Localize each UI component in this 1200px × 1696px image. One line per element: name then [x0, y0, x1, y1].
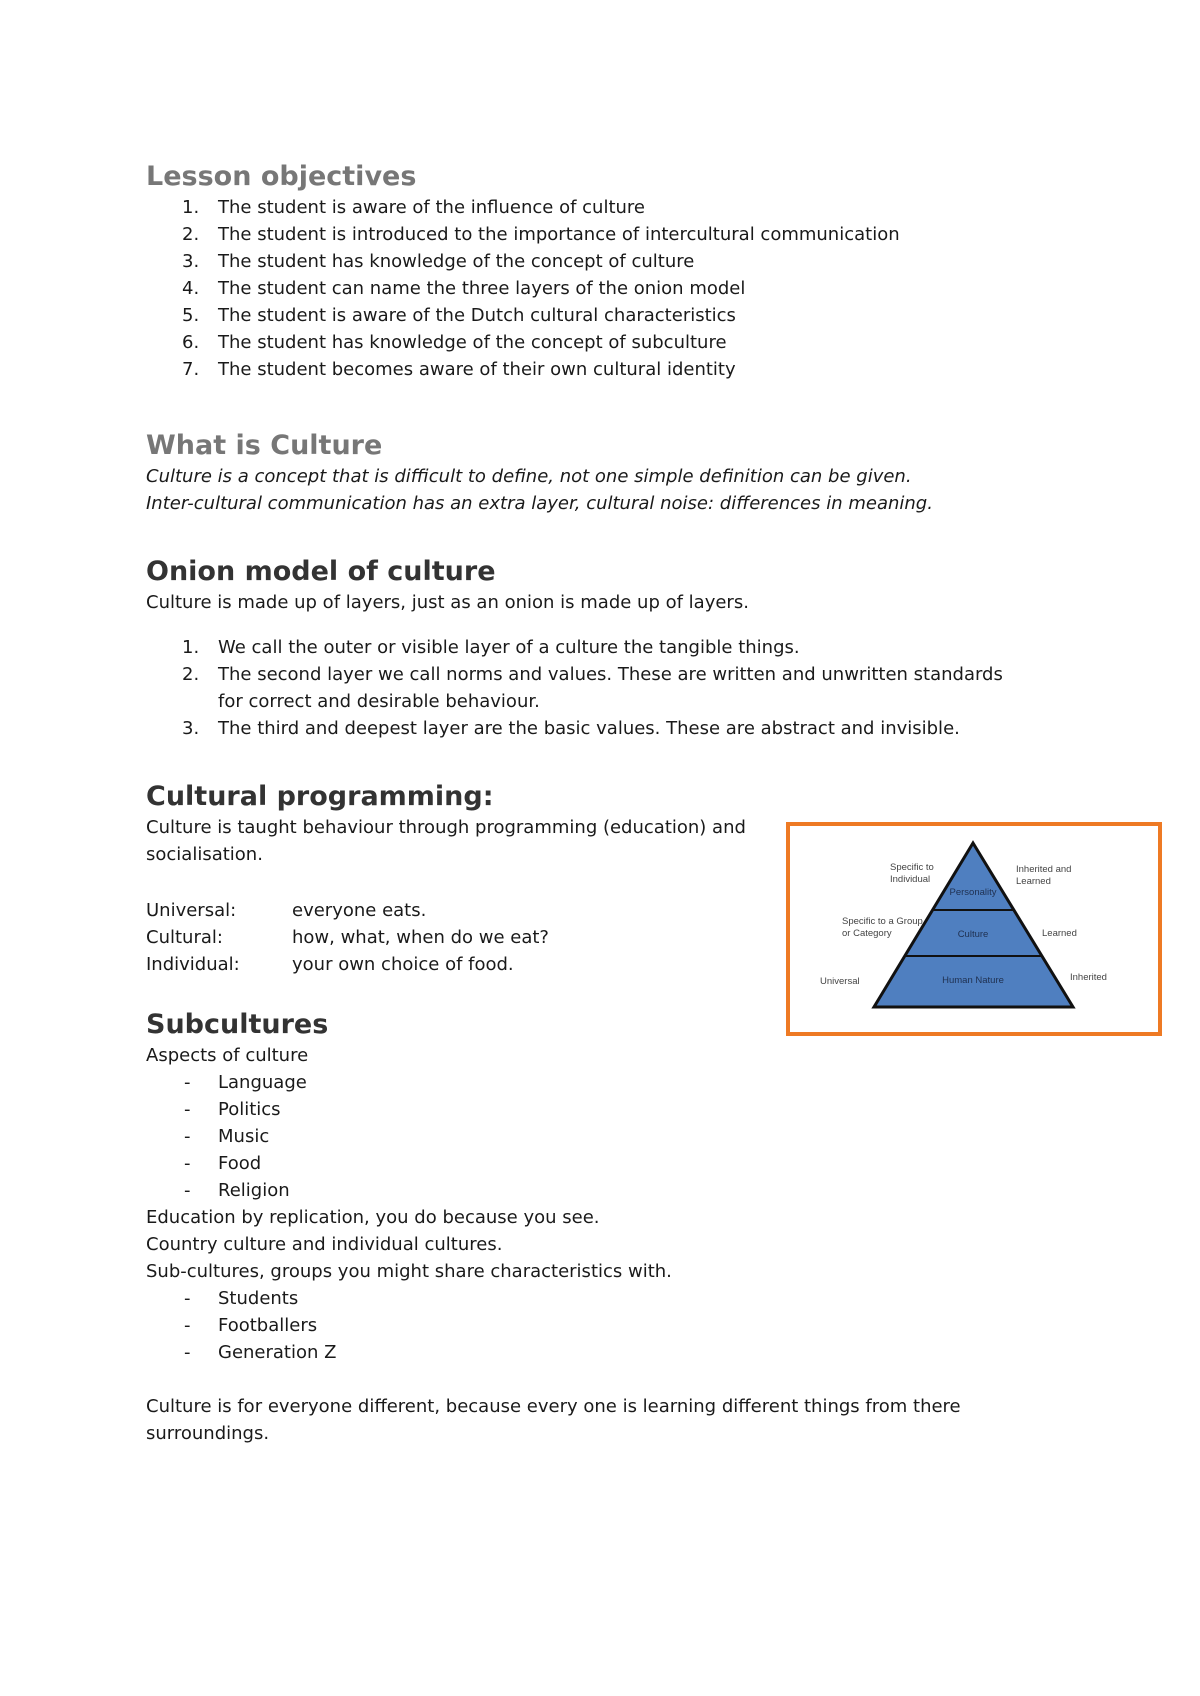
programming-row: Individual: your own choice of food.: [146, 954, 514, 975]
pyramid-level-label: Personality: [949, 887, 997, 898]
list-item: - Religion: [184, 1180, 290, 1201]
document-page: [146, 160, 1086, 1447]
pyramid-left-label: Universal: [820, 976, 860, 987]
subculture-line: Education by replication, you do because you see.: [146, 1207, 600, 1228]
pyramid-level-label: Human Nature: [942, 975, 1004, 986]
list-item: - Language: [184, 1072, 307, 1093]
objectives-list: [146, 194, 1086, 383]
aspects-label: Aspects of culture: [146, 1045, 309, 1066]
list-item: 2. The second layer we call norms and values. These are written and unwritten standards for correct and desirable behaviour.: [182, 664, 1003, 712]
subcultures-heading: Subcultures: [146, 1009, 329, 1040]
culture-definition-line: Inter-cultural communication has an extra layer, cultural noise: differences in meaning.: [146, 493, 933, 514]
onion-intro: Culture is made up of layers, just as an onion is made up of layers.: [146, 592, 749, 613]
groups-list: [146, 1285, 1086, 1366]
pyramid-left-label: Specific to Individual: [890, 862, 934, 885]
pyramid-left-label: Specific to a Group or Category: [842, 916, 923, 939]
culture-pyramid-diagram: [786, 822, 1162, 1036]
list-item: 3. The student has knowledge of the concept of culture: [182, 251, 695, 272]
list-item: 1. The student is aware of the influence of culture: [182, 197, 645, 218]
list-item: 6. The student has knowledge of the concept of subculture: [182, 332, 727, 353]
onion-model-heading: Onion model of culture: [146, 556, 496, 587]
list-item: - Generation Z: [184, 1342, 337, 1363]
list-item: - Footballers: [184, 1315, 318, 1336]
what-is-culture-heading: What is Culture: [146, 430, 383, 461]
list-item: - Students: [184, 1288, 299, 1309]
subculture-line: Sub-cultures, groups you might share characteristics with.: [146, 1261, 672, 1282]
culture-definition-line: Culture is a concept that is difficult to define, not one simple definition can be given.: [146, 466, 912, 487]
programming-intro: Culture is taught behaviour through programming (education) and socialisation.: [146, 817, 746, 865]
pyramid-level-label: Culture: [957, 929, 989, 940]
list-item: 4. The student can name the three layers of the onion model: [182, 278, 746, 299]
aspects-list: [146, 1069, 1086, 1204]
list-item: 2. The student is introduced to the importance of intercultural communication: [182, 224, 900, 245]
list-item: 1. We call the outer or visible layer of a culture the tangible things.: [182, 637, 800, 658]
subculture-line: Country culture and individual cultures.: [146, 1234, 503, 1255]
list-item: - Food: [184, 1153, 262, 1174]
lesson-objectives-heading: Lesson objectives: [146, 161, 417, 192]
programming-row: Universal: everyone eats.: [146, 900, 427, 921]
closing-paragraph: Culture is for everyone different, because every one is learning different things from there surroundings.: [146, 1396, 961, 1444]
programming-row: Cultural: how, what, when do we eat?: [146, 927, 549, 948]
list-item: - Music: [184, 1126, 270, 1147]
list-item: 7. The student becomes aware of their own cultural identity: [182, 359, 736, 380]
pyramid-right-label: Inherited and Learned: [1016, 864, 1072, 887]
pyramid-right-label: Learned: [1042, 928, 1077, 939]
pyramid-right-label: Inherited: [1070, 972, 1107, 983]
list-item: 3. The third and deepest layer are the basic values. These are abstract and invisible.: [182, 718, 960, 739]
pyramid-svg: [790, 826, 1158, 1032]
cultural-programming-heading: Cultural programming:: [146, 781, 494, 812]
onion-layers-list: [146, 634, 1066, 742]
list-item: 5. The student is aware of the Dutch cultural characteristics: [182, 305, 736, 326]
list-item: - Politics: [184, 1099, 281, 1120]
